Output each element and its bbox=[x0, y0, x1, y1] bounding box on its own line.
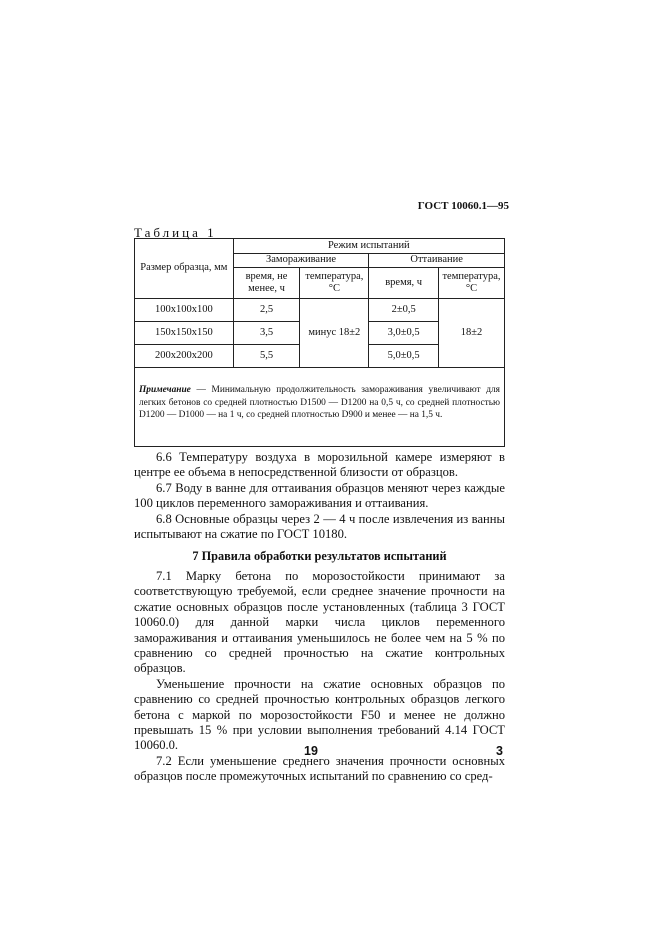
note-text: — Минимальную продолжительность замораживания увеличивают для легких бетонов со средней плотностью D1500 — D1200 на 0,5 ч, со средней плотностью D1200 — D1000 — на 1 ч, со средней плотностью D900 и менее — на 1,5 ч. bbox=[139, 385, 500, 421]
paragraph-7-1: 7.1 Марку бетона по морозостойкости принимают за соответствующую требуемой, если среднее значение прочности на сжатие основных образцов после установленных (таблица 3 ГОСТ 10060.0) для данной марки числа циклов переменного замораживания и оттаивания уменьшилось не более чем на 5 % по сравнению со средней прочностью на сжатие контрольных образцов. bbox=[134, 569, 505, 676]
cell-size: 150x150x150 bbox=[135, 322, 234, 345]
col-header-freeze-time: время, не менее, ч bbox=[233, 268, 300, 299]
cell-thaw-time: 5,0±0,5 bbox=[369, 345, 439, 368]
col-header-mode: Режим испытаний bbox=[233, 239, 504, 254]
test-mode-table bbox=[134, 238, 505, 447]
paragraph-7-1-b: Уменьшение прочности на сжатие основных образцов по сравнению со средней прочностью контрольных образцов легкого бетона с маркой по морозостойкости F50 и менее не должно превышать 15 % при условии выполнения требований 4.14 ГОСТ 10060.0. bbox=[134, 676, 505, 753]
body-text-section-6 bbox=[134, 450, 505, 542]
col-header-thawing: Оттаивание bbox=[369, 254, 505, 268]
cell-size: 200x200x200 bbox=[135, 345, 234, 368]
note-label: Примечание bbox=[139, 385, 191, 395]
cell-freeze-time: 2,5 bbox=[233, 299, 300, 322]
col-header-thaw-time: время, ч bbox=[369, 268, 439, 299]
cell-thaw-time: 3,0±0,5 bbox=[369, 322, 439, 345]
document-header: ГОСТ 10060.1—95 bbox=[417, 200, 509, 212]
col-header-freezing: Замораживание bbox=[233, 254, 369, 268]
cell-freeze-time: 5,5 bbox=[233, 345, 300, 368]
table-row bbox=[135, 299, 505, 322]
table-caption: Таблица 1 bbox=[134, 225, 217, 240]
page-number: 19 bbox=[304, 744, 318, 758]
col-header-size: Размер образца, мм bbox=[135, 239, 234, 299]
cell-thaw-temp: 18±2 bbox=[439, 299, 505, 368]
paragraph-6-8: 6.8 Основные образцы через 2 — 4 ч после извлечения из ванны испытывают на сжатие по ГОСТ 10180. bbox=[134, 511, 505, 542]
cell-size: 100x100x100 bbox=[135, 299, 234, 322]
sheet-index: 3 bbox=[496, 744, 503, 758]
paragraph-6-7: 6.7 Воду в ванне для оттаивания образцов меняют через каждые 100 циклов переменного замораживания и оттаивания. bbox=[134, 480, 505, 511]
body-text-section-7 bbox=[134, 569, 505, 785]
col-header-thaw-temp: температура, °С bbox=[439, 268, 505, 299]
col-header-freeze-temp: температура, °С bbox=[300, 268, 369, 299]
cell-freeze-time: 3,5 bbox=[233, 322, 300, 345]
paragraph-6-6: 6.6 Температуру воздуха в морозильной камере измеряют в центре ее объема в непосредственной близости от образцов. bbox=[134, 450, 505, 480]
table-note bbox=[135, 368, 505, 447]
cell-thaw-time: 2±0,5 bbox=[369, 299, 439, 322]
paragraph-7-2: 7.2 Если уменьшение среднего значения прочности основных образцов после промежуточных испытаний по сравнению со сред- bbox=[134, 753, 505, 784]
section-7-title: 7 Правила обработки результатов испытаний bbox=[192, 549, 447, 563]
cell-freeze-temp: минус 18±2 bbox=[300, 299, 369, 368]
